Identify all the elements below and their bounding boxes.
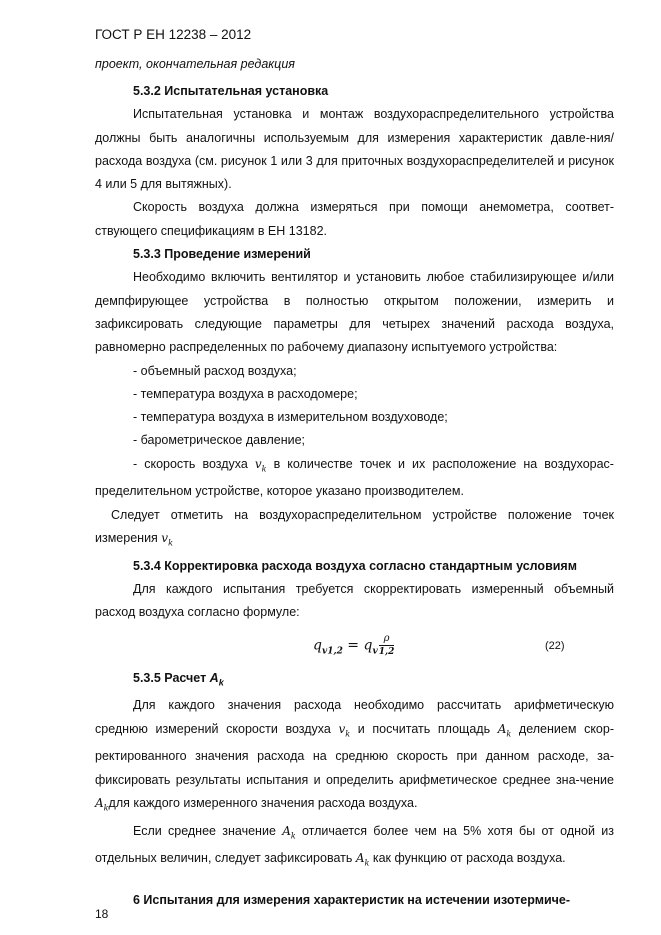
list-item: - скорость воздуха $v_k$ в количестве точек и их расположение на воздухорас-пределительном устройстве, которое указано производителем.	[95, 456, 614, 499]
formula: $q_{v1,2} = q_v$ $\frac{\rho}{1,2}$	[313, 632, 395, 657]
standard-header: ГОСТ Р ЕН 12238 – 2012	[95, 27, 252, 42]
list-item: - температура воздуха в расходомере;	[133, 386, 358, 401]
paragraph: Скорость воздуха должна измеряться при помощи анемометра, соответ-ствующего спецификациям в ЕН 13182.	[95, 200, 614, 238]
draft-status: проект, окончательная редакция	[95, 57, 295, 71]
paragraph: Необходимо включить вентилятор и установить любое стабилизирующее и/или демпфирующее устройства в полностью открытом положении, измерить и зафиксировать следующие параметры для четырех значений расхода воздуха, равномерно распределенных по рабочему диапазону испытуемого устройства:	[95, 270, 614, 355]
symbol-v: $v_k$	[161, 531, 173, 548]
page-number: 18	[95, 907, 109, 921]
paragraph: Для каждого значения расхода необходимо рассчитать арифметическую среднюю измерений скорости воздуха $v_k$ и посчитать площадь $A_k$ делением скор-ректированного значения расхода на среднюю скорость при данном расходе, за-фиксировать результаты испытания и определить арифметическое среднее зна-чение $A_kдля$ каждого измеренного значения расхода воздуха.	[95, 698, 614, 813]
section-5-3-5-heading: 5.3.5 Расчет $A_k$	[133, 670, 224, 688]
section-5-3-3-heading: 5.3.3 Проведение измерений	[133, 247, 311, 262]
equation-number: (22)	[545, 639, 565, 652]
paragraph: Испытательная установка и монтаж воздухораспределительного устройства должны быть аналогичны используемым для измерения характеристик давле-ния/расхода воздуха (см. рисунок 1 или 3 для приточных воздухораспределителей и рисунок 4 или 5 для вытяжных).	[95, 107, 614, 192]
document-body	[95, 80, 614, 912]
fraction: $\frac{\rho}{1,2}$	[378, 632, 395, 657]
list-item: - барометрическое давление;	[133, 433, 306, 448]
paragraph: Если среднее значение $A_k$ отличается более чем на 5% хотя бы от одной из отдельных величин, следует зафиксировать $A_k$ как функцию от расхода воздуха.	[95, 823, 614, 868]
symbol-v: $v_k$	[254, 456, 267, 474]
section-5-3-2-heading: 5.3.2 Испытательная установка	[133, 84, 329, 98]
section-5-3-4-heading: 5.3.4 Корректировка расхода воздуха согласно стандартным условиям	[133, 558, 577, 573]
list-item: - объемный расход воздуха;	[133, 363, 297, 378]
equation-22	[95, 625, 614, 667]
paragraph: Для каждого испытания требуется скорректировать измеренный объемный расход воздуха согласно формуле:	[95, 582, 614, 620]
section-6-heading: 6 Испытания для измерения характеристик на истечении изотермиче-	[133, 893, 571, 908]
list-item: - температура воздуха в измерительном воздуховоде;	[133, 410, 448, 425]
paragraph: Следует отметить на воздухораспределительном устройстве положение точек измерения $v_k$	[95, 507, 614, 548]
